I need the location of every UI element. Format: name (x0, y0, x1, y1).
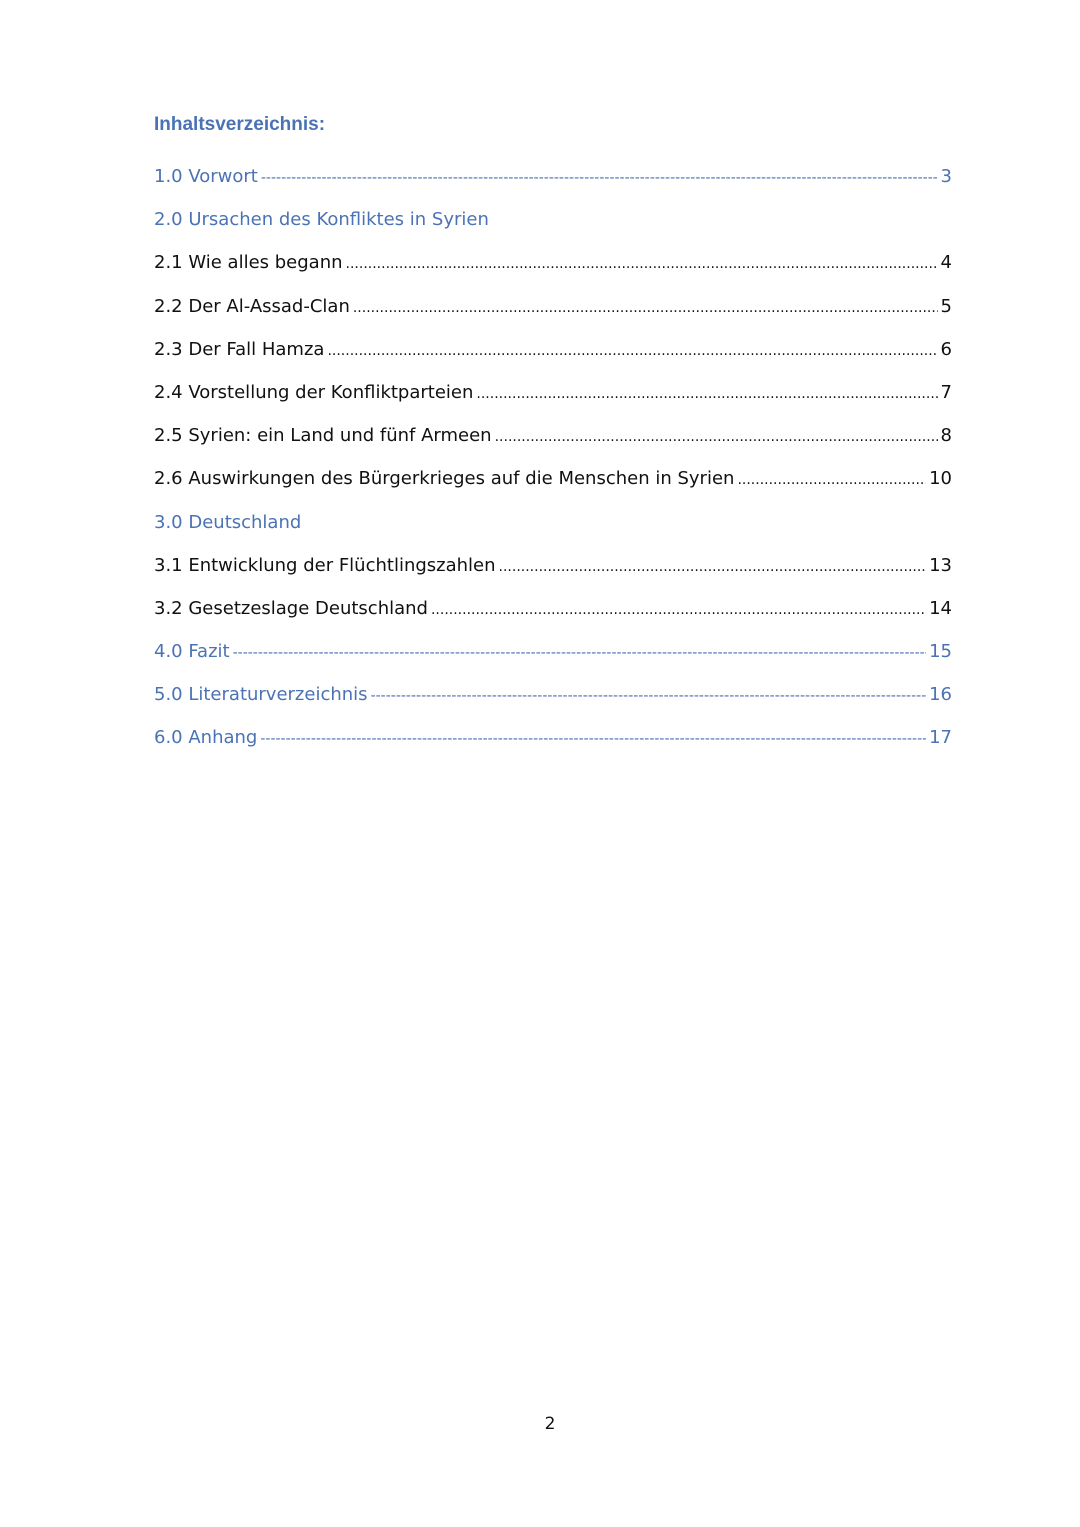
toc-entry-label: 2.6 Auswirkungen des Bürgerkrieges auf die Menschen in Syrien (154, 468, 735, 490)
toc-entry-label: 2.2 Der Al-Assad-Clan (154, 295, 350, 317)
toc-entry-page: 13 (929, 554, 952, 576)
toc-entry-label: 2.0 Ursachen des Konfliktes in Syrien (154, 209, 489, 231)
toc-entry[interactable] (154, 336, 952, 379)
toc-entry-page: 17 (929, 727, 952, 749)
toc-entry[interactable] (154, 379, 952, 422)
toc-entry[interactable] (154, 206, 952, 249)
toc-entry-label: 2.1 Wie alles begann (154, 252, 343, 274)
toc-leader (260, 725, 926, 753)
toc-leader (495, 423, 938, 451)
toc-entry-page: 7 (940, 381, 952, 403)
toc-entry[interactable] (154, 681, 952, 724)
toc-leader (261, 164, 938, 192)
toc-leader (346, 250, 938, 278)
toc-entry-label: 5.0 Literaturverzeichnis (154, 684, 368, 706)
toc-entry[interactable] (154, 638, 952, 681)
toc-entry[interactable] (154, 293, 952, 336)
toc-heading: Inhaltsverzeichnis: (154, 114, 326, 135)
toc-leader (431, 596, 926, 624)
toc-entry[interactable] (154, 552, 952, 595)
toc-entry-page: 16 (929, 684, 952, 706)
toc-entry-label: 3.2 Gesetzeslage Deutschland (154, 597, 428, 619)
toc-entry-label: 3.1 Entwicklung der Flüchtlingszahlen (154, 554, 496, 576)
toc-leader (353, 294, 938, 322)
toc-entry-label: 3.0 Deutschland (154, 511, 302, 533)
toc-leader (476, 380, 937, 408)
toc-entry-label: 1.0 Vorwort (154, 166, 258, 187)
toc-leader (371, 682, 927, 710)
toc-entry-page: 4 (940, 252, 952, 274)
page-number: 2 (544, 1414, 556, 1434)
toc-entry[interactable] (154, 595, 952, 638)
toc-leader (233, 639, 927, 667)
toc-leader (327, 337, 937, 365)
toc-entry[interactable] (154, 724, 952, 767)
toc-leader (499, 553, 927, 581)
toc-entry-page: 3 (940, 166, 952, 187)
table-of-contents (154, 163, 952, 768)
toc-entry-page: 6 (940, 338, 952, 360)
toc-entry[interactable] (154, 465, 952, 508)
toc-entry-label: 2.5 Syrien: ein Land und fünf Armeen (154, 425, 492, 447)
toc-entry-page: 5 (940, 295, 952, 317)
toc-entry-label: 2.4 Vorstellung der Konfliktparteien (154, 381, 474, 403)
toc-entry[interactable] (154, 163, 952, 206)
toc-entry[interactable] (154, 249, 952, 292)
toc-entry-label: 2.3 Der Fall Hamza (154, 338, 325, 360)
toc-entry-label: 4.0 Fazit (154, 641, 230, 663)
toc-entry[interactable] (154, 422, 952, 465)
toc-entry-page: 15 (929, 641, 952, 663)
toc-entry[interactable] (154, 509, 952, 552)
toc-entry-page: 10 (929, 468, 952, 490)
toc-entry-page: 8 (940, 425, 952, 447)
toc-entry-label: 6.0 Anhang (154, 727, 258, 749)
toc-entry-page: 14 (929, 597, 952, 619)
toc-leader (737, 466, 926, 494)
